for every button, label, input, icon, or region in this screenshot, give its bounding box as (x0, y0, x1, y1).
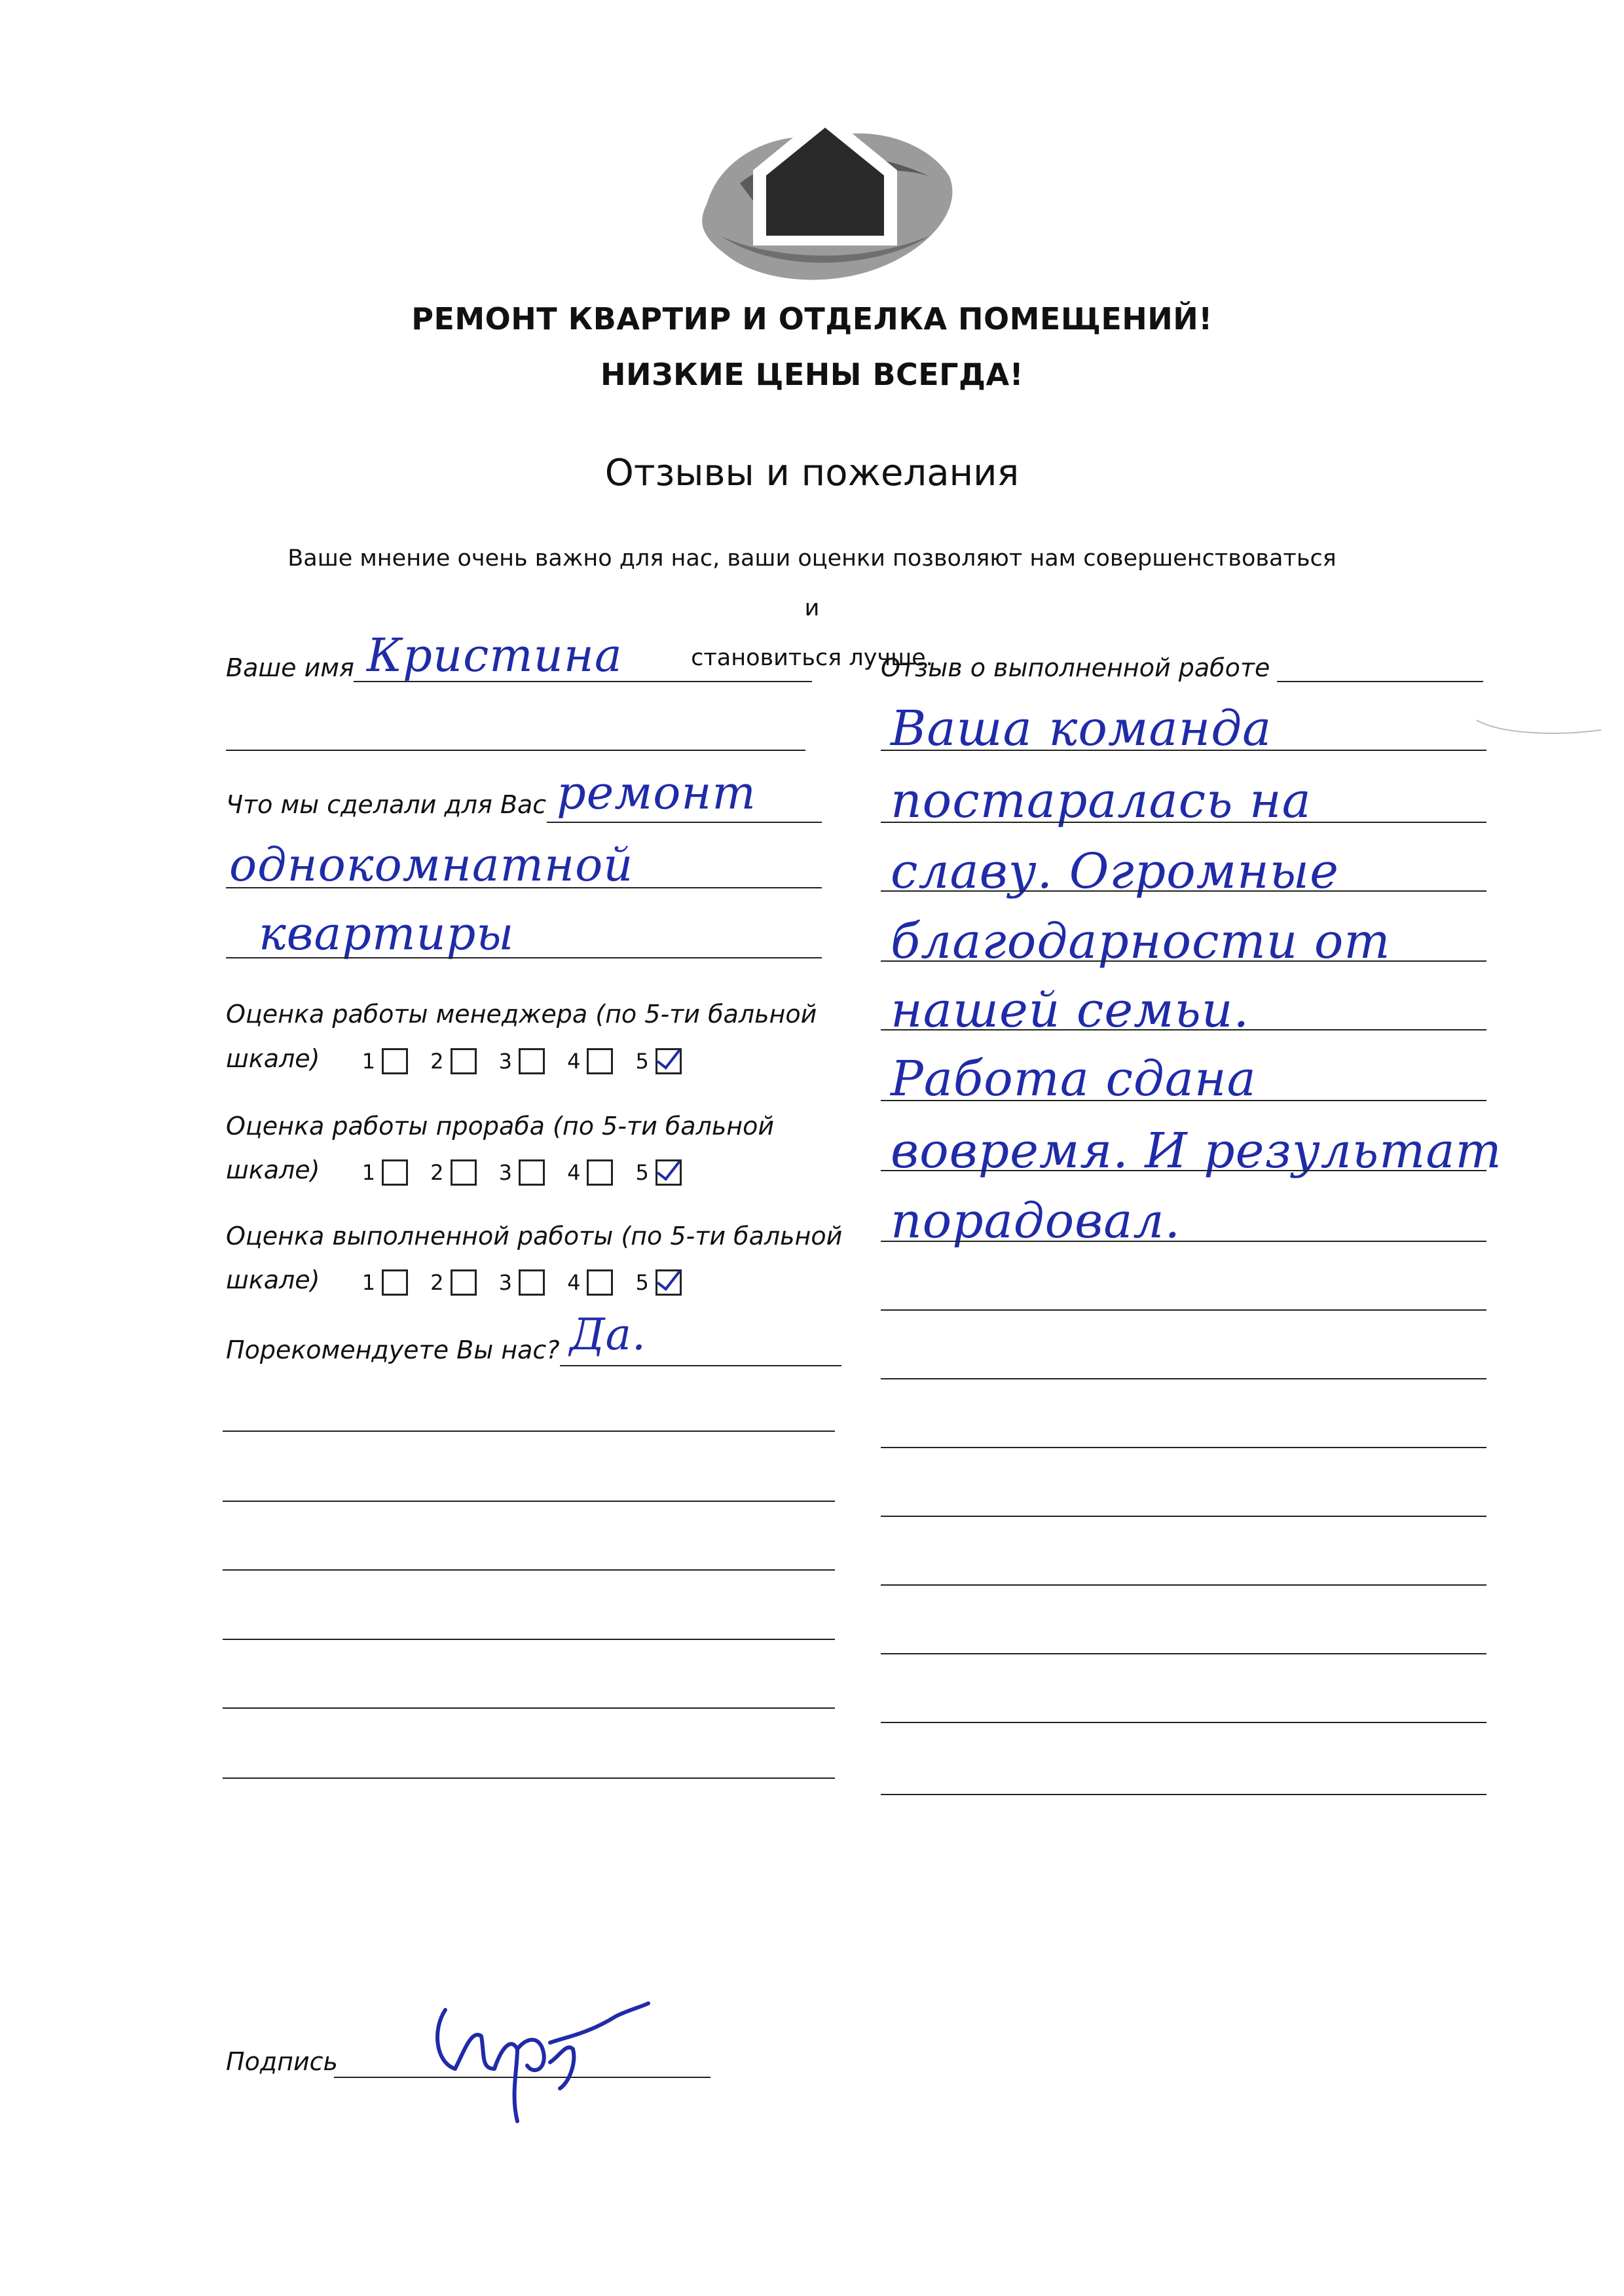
margin-mark (1473, 714, 1604, 740)
checkbox[interactable] (451, 1269, 477, 1296)
review-line-2: постаралась на (891, 773, 1312, 829)
scale-label: шкале) (226, 1156, 320, 1184)
blank-line (881, 1722, 1486, 1723)
review-rule (881, 1241, 1486, 1242)
rating-foreman-option-3[interactable]: 3 (499, 1159, 545, 1186)
blank-line (223, 1501, 835, 1502)
blank-line (881, 1584, 1486, 1586)
checkbox[interactable] (587, 1159, 613, 1186)
checkbox[interactable] (519, 1269, 545, 1296)
name-label: Ваше имя (226, 653, 354, 682)
review-rule (881, 890, 1486, 892)
review-rule (881, 960, 1486, 962)
done-underline (547, 822, 822, 823)
review-rule (881, 1029, 1486, 1030)
rating-manager-option-2[interactable]: 2 (430, 1048, 476, 1074)
blank-line (881, 1309, 1486, 1311)
checkbox[interactable] (382, 1048, 408, 1074)
checkbox[interactable] (451, 1048, 477, 1074)
blank-line (881, 1794, 1486, 1795)
rating-manager-option-3[interactable]: 3 (499, 1048, 545, 1074)
checkbox-checked[interactable] (655, 1269, 682, 1296)
recommend-label: Порекомендуете Вы нас? (226, 1336, 560, 1364)
checkbox[interactable] (519, 1159, 545, 1186)
rating-work-label: Оценка выполненной работы (по 5-ти бальной (226, 1222, 843, 1250)
form-title: Отзывы и пожелания (604, 452, 1020, 494)
review-line-6: Работа сдана (891, 1051, 1257, 1107)
checkbox[interactable] (587, 1048, 613, 1074)
headline-line2: НИЗКИЕ ЦЕНЫ ВСЕГДА! (600, 357, 1024, 392)
rating-work-scale (226, 1266, 696, 1296)
checkbox[interactable] (382, 1159, 408, 1186)
blank-line (881, 1516, 1486, 1517)
blank-line (223, 1707, 835, 1709)
checkbox-checked[interactable] (655, 1048, 682, 1074)
review-line-4: благодарности от (891, 913, 1391, 970)
rating-work-option-1[interactable]: 1 (362, 1269, 408, 1296)
rating-manager-scale (226, 1044, 696, 1074)
name-field[interactable]: Кристина (367, 629, 623, 682)
recommend-underline (560, 1365, 841, 1366)
blank-line (223, 1639, 835, 1640)
rating-manager-option-5[interactable]: 5 (636, 1048, 682, 1074)
rating-foreman-option-1[interactable]: 1 (362, 1159, 408, 1186)
checkbox[interactable] (519, 1048, 545, 1074)
house-icon (681, 105, 969, 301)
scale-label: шкале) (226, 1044, 320, 1073)
intro-line1: Ваше мнение очень важно для нас, ваши оценки позволяют нам совершенствоваться и (287, 545, 1337, 621)
review-underline (1277, 681, 1483, 682)
name-underline (354, 681, 812, 682)
blank-line (226, 750, 805, 751)
review-line-5: нашей семьи. (891, 982, 1249, 1038)
rating-foreman-label: Оценка работы прораба (по 5-ти бальной (226, 1112, 775, 1140)
done-field-line1[interactable]: ремонт (557, 766, 756, 820)
checkbox[interactable] (587, 1269, 613, 1296)
review-rule (881, 750, 1486, 751)
rating-manager-option-1[interactable]: 1 (362, 1048, 408, 1074)
review-line-3: славу. Огромные (891, 843, 1339, 900)
rating-work-option-2[interactable]: 2 (430, 1269, 476, 1296)
rating-foreman-option-5[interactable]: 5 (636, 1159, 682, 1186)
review-line-1: Ваша команда (891, 701, 1272, 757)
blank-line (223, 1777, 835, 1779)
checkbox-checked[interactable] (655, 1159, 682, 1186)
rating-work-option-5[interactable]: 5 (636, 1269, 682, 1296)
recommend-field[interactable]: Да. (570, 1309, 646, 1360)
headline-line1: РЕМОНТ КВАРТИР И ОТДЕЛКА ПОМЕЩЕНИЙ! (411, 301, 1213, 337)
done-label: Что мы сделали для Вас (226, 790, 547, 819)
rating-foreman-option-4[interactable]: 4 (567, 1159, 613, 1186)
signature-label: Подпись (226, 2047, 338, 2076)
review-rule (881, 1100, 1486, 1101)
checkbox[interactable] (382, 1269, 408, 1296)
rating-work-option-4[interactable]: 4 (567, 1269, 613, 1296)
blank-line (881, 1378, 1486, 1379)
blank-line (223, 1569, 835, 1571)
blank-line (881, 1447, 1486, 1448)
blank-line (881, 1653, 1486, 1654)
signature-scribble (419, 1971, 655, 2128)
review-rule (881, 822, 1486, 823)
done-line2-rule (226, 887, 822, 888)
rating-work-option-3[interactable]: 3 (499, 1269, 545, 1296)
review-rule (881, 1170, 1486, 1171)
done-field-line3[interactable]: квартиры (259, 907, 515, 960)
scale-label: шкале) (226, 1266, 320, 1294)
review-label: Отзыв о выполненной работе (881, 653, 1270, 682)
rating-foreman-option-2[interactable]: 2 (430, 1159, 476, 1186)
checkbox[interactable] (451, 1159, 477, 1186)
done-line3-rule (226, 957, 822, 958)
done-field-line2[interactable]: однокомнатной (229, 838, 634, 892)
rating-manager-option-4[interactable]: 4 (567, 1048, 613, 1074)
blank-line (223, 1430, 835, 1432)
review-line-8: порадовал. (891, 1193, 1181, 1249)
rating-manager-label: Оценка работы менеджера (по 5-ти бальной (226, 1000, 817, 1029)
rating-foreman-scale (226, 1156, 696, 1186)
intro-line2: становиться лучше. (691, 645, 933, 671)
review-line-7: вовремя. И результат (891, 1123, 1502, 1179)
